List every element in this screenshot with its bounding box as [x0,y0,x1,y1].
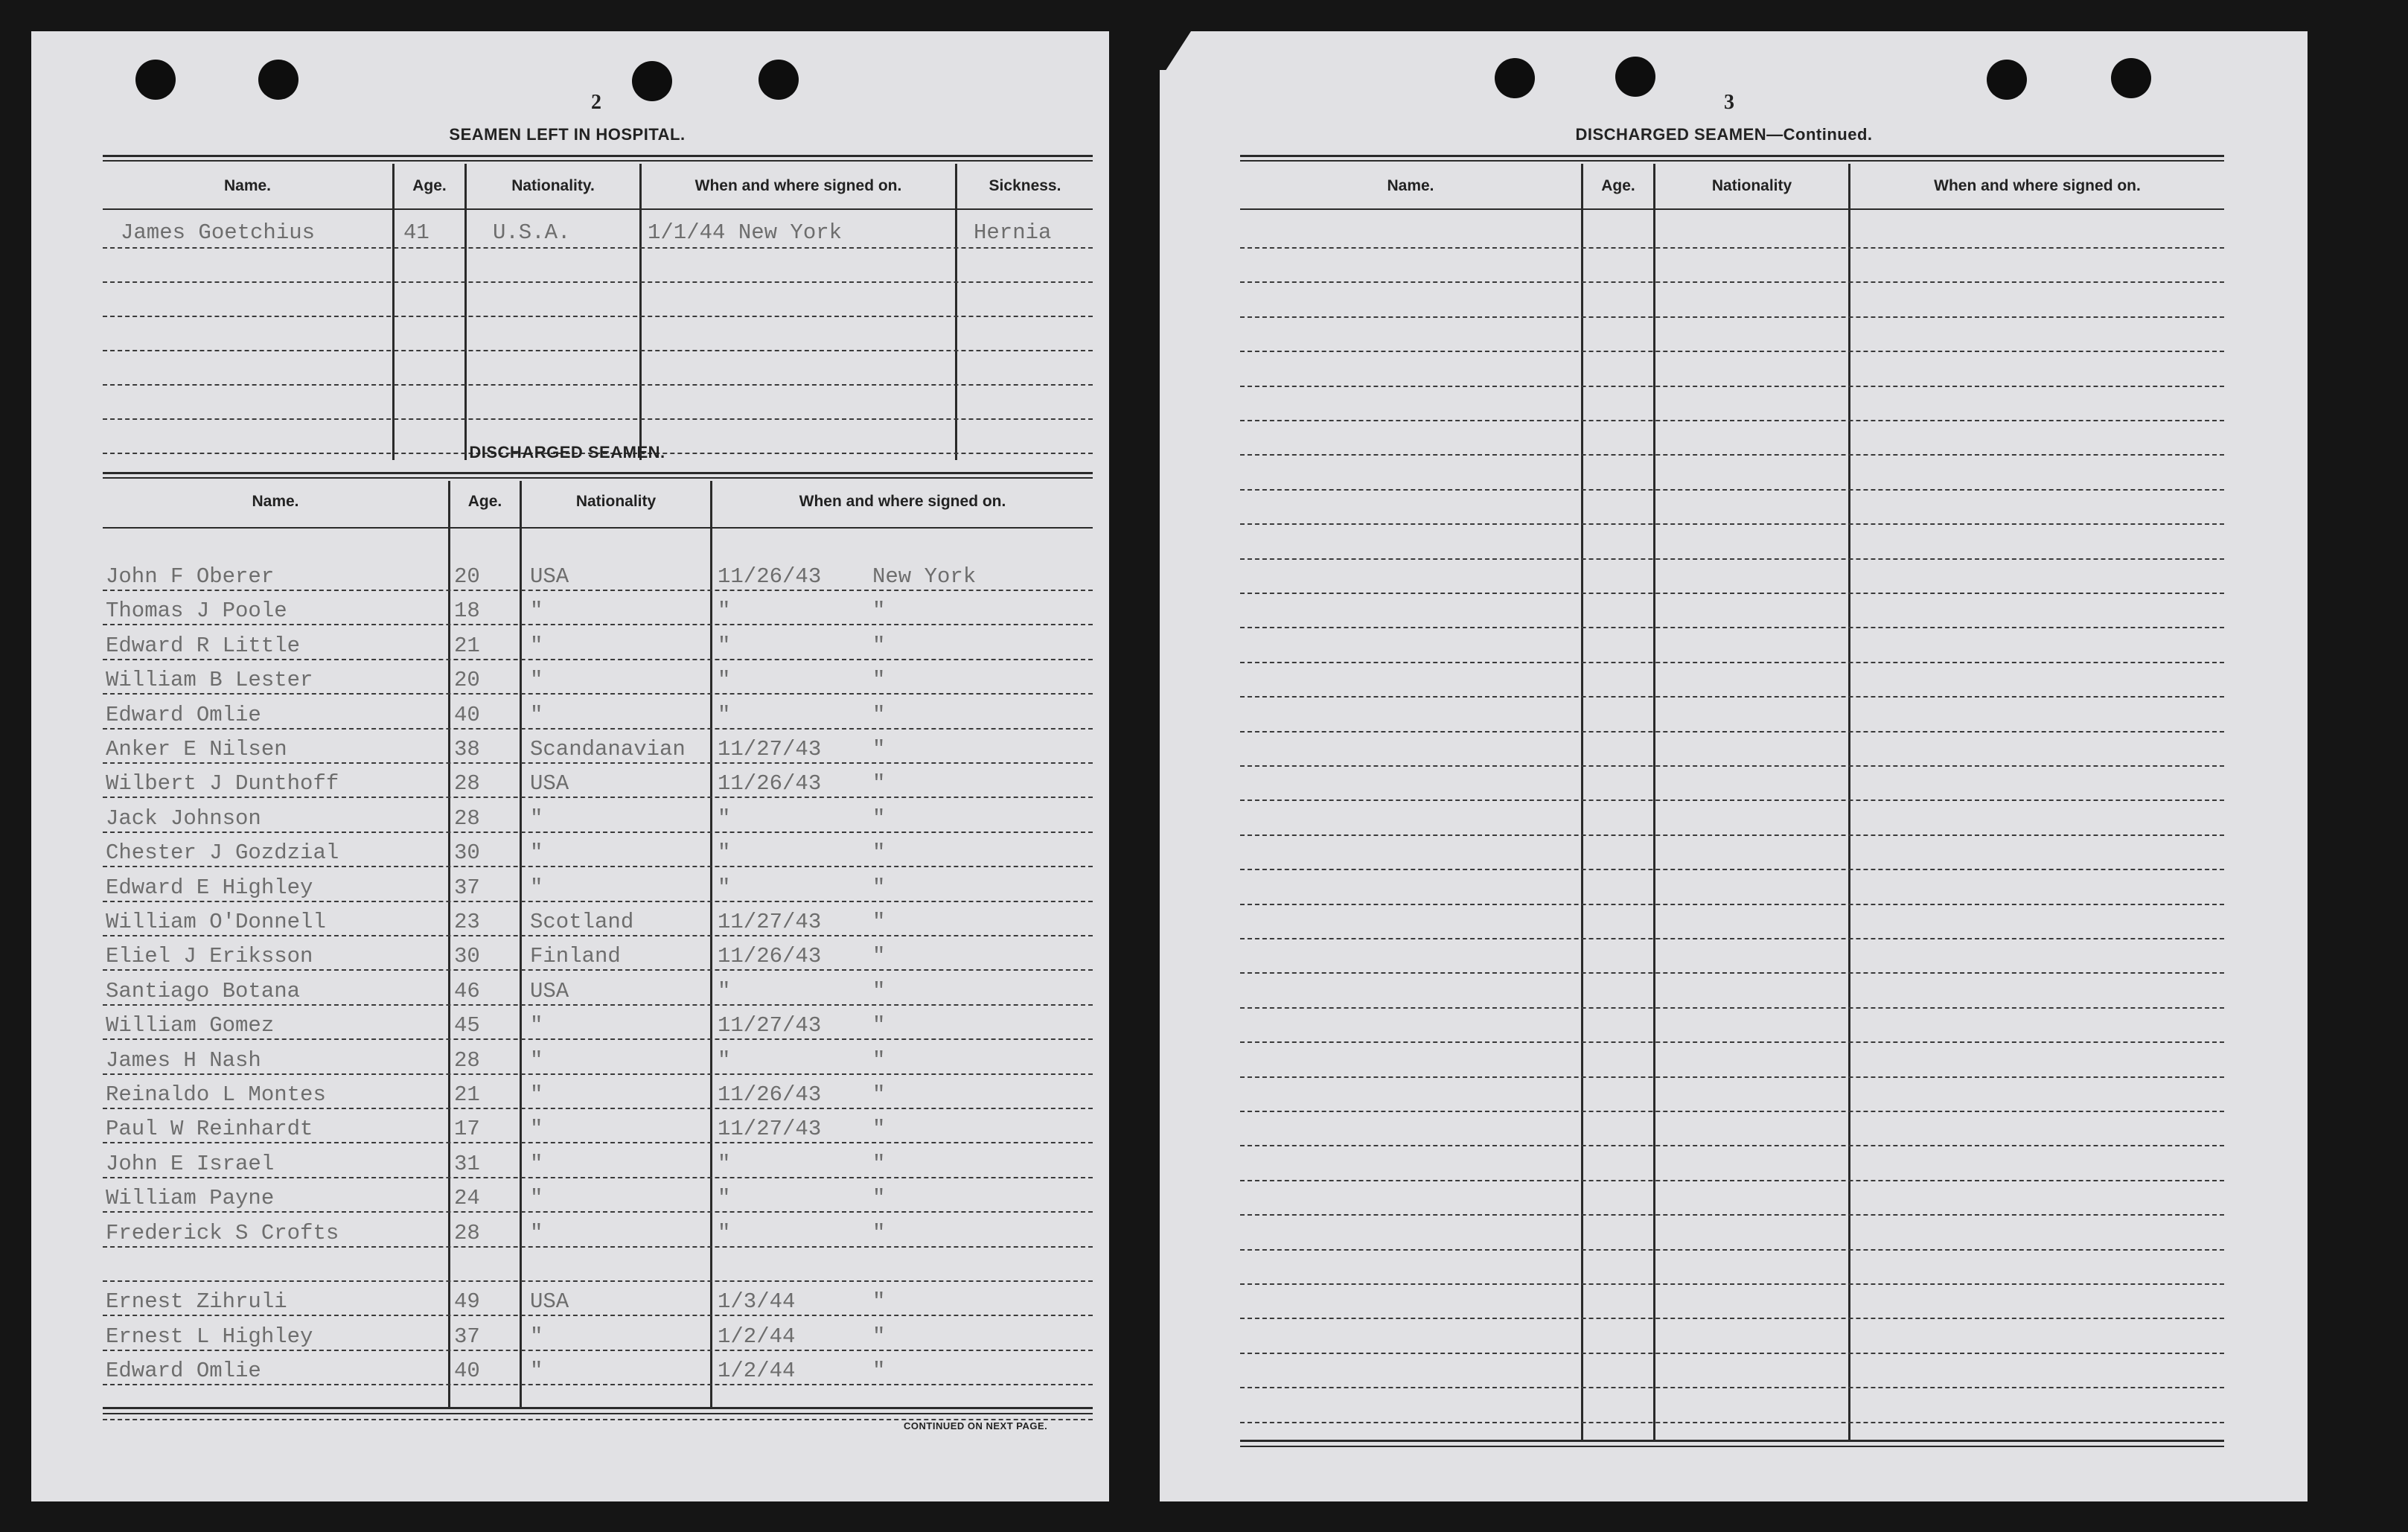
seaman-nationality: " [530,1324,543,1349]
binder-hole [1495,58,1535,98]
seaman-name: Chester J Gozdzial [106,840,339,866]
col-header-signed-on: When and where signed on. [799,493,1006,510]
row-line [1240,316,2224,318]
seaman-name: Santiago Botana [106,978,301,1003]
column-divider [392,164,395,460]
col-header-name: Name. [1387,177,1434,194]
seaman-name: Ernest Zihruli [106,1289,287,1315]
seaman-signed-place: " [872,1324,886,1349]
col-header-nationality: Nationality [575,493,657,510]
row-line [103,624,1093,625]
discharged-section-title: DISCHARGED SEAMEN. [469,443,665,462]
hospital-name: James Goetchius [121,220,316,245]
row-line [1240,938,2224,939]
row-line [103,1142,1093,1143]
rule [1240,1440,2224,1442]
seaman-age: 28 [454,805,480,831]
seaman-name: John F Oberer [106,564,275,589]
seaman-age: 20 [454,668,480,693]
row-line [103,1211,1093,1213]
row-line [1240,904,2224,905]
seaman-name: Thomas J Poole [106,599,287,624]
row-line [103,762,1093,764]
seaman-signed-date: " [718,875,731,900]
seaman-signed-place: " [872,633,886,658]
seaman-signed-place: " [872,702,886,727]
row-line [1240,972,2224,974]
row-line [1240,799,2224,801]
seaman-signed-place: " [872,1151,886,1176]
binder-hole [258,60,298,100]
seaman-age: 17 [454,1117,480,1142]
seaman-signed-place: " [872,771,886,797]
row-line [103,866,1093,867]
rule [103,1407,1093,1409]
row-line [103,969,1093,971]
col-header-name: Name. [223,177,272,194]
seaman-nationality: " [530,1151,543,1176]
col-header-nationality: Nationality [1711,177,1792,194]
seaman-name: Frederick S Crofts [106,1220,339,1245]
seaman-signed-date: 11/27/43 [718,1013,822,1038]
col-header-signed-on: When and where signed on. [694,177,902,194]
seaman-signed-place: " [872,668,886,693]
row-line [103,935,1093,936]
row-line [1240,1214,2224,1216]
seaman-nationality: USA [530,1289,569,1315]
seaman-nationality: USA [530,564,569,589]
row-line [103,1004,1093,1006]
seaman-age: 21 [454,1082,480,1107]
seaman-signed-place: " [872,1082,886,1107]
column-divider [639,164,642,460]
row-line [1240,696,2224,698]
seaman-age: 30 [454,944,480,969]
row-line [1240,1249,2224,1251]
seaman-name: John E Israel [106,1151,275,1176]
rule [1240,155,2224,157]
seaman-signed-place: " [872,599,886,624]
seaman-signed-date: 11/26/43 [718,944,822,969]
row-line [1240,489,2224,491]
rule [103,160,1093,162]
seaman-age: 28 [454,1047,480,1073]
row-line [1240,523,2224,525]
column-divider [710,481,712,1408]
seaman-signed-place: " [872,805,886,831]
row-line [1240,386,2224,387]
row-line [103,901,1093,902]
seaman-nationality: Finland [530,944,621,969]
discharged-continued-title: DISCHARGED SEAMEN—Continued. [1575,125,1873,144]
seaman-nationality: " [530,875,543,900]
row-line [103,693,1093,695]
seaman-nationality: " [530,1082,543,1107]
seaman-nationality: " [530,1220,543,1245]
seaman-name: Anker E Nilsen [106,737,287,762]
row-line [103,832,1093,833]
seaman-name: Edward R Little [106,633,301,658]
row-line [1240,454,2224,456]
seaman-age: 40 [454,702,480,727]
row-line [103,1315,1093,1316]
seaman-age: 20 [454,564,480,589]
left-page [31,31,1109,1501]
seaman-nationality: USA [530,771,569,797]
seaman-name: William Gomez [106,1013,275,1038]
row-line [1240,1041,2224,1043]
row-line [103,659,1093,660]
row-line [1240,1353,2224,1354]
row-line [103,384,1093,386]
seaman-name: Reinaldo L Montes [106,1082,326,1107]
hospital-nationality: U.S.A. [493,220,571,245]
seaman-age: 46 [454,978,480,1003]
column-divider [464,164,467,460]
row-line [103,1384,1093,1385]
seaman-signed-date: " [718,805,731,831]
row-line [103,1108,1093,1109]
right-page [1160,31,2308,1501]
seaman-name: Edward E Highley [106,875,313,900]
row-line [1240,834,2224,836]
hospital-section-title: SEAMEN LEFT IN HOSPITAL. [449,125,686,144]
seaman-signed-place: " [872,1359,886,1384]
seaman-signed-place: " [872,910,886,934]
seaman-signed-place: New York [872,564,977,589]
row-line [103,1177,1093,1178]
row-line [103,281,1093,283]
rule [103,527,1093,529]
row-line [1240,1111,2224,1112]
row-line [103,728,1093,730]
row-line [1240,420,2224,421]
row-line [103,797,1093,798]
col-header-age: Age. [467,493,502,510]
seaman-age: 37 [454,1324,480,1349]
seaman-name: Jack Johnson [106,805,261,831]
row-line [1240,1318,2224,1319]
seaman-nationality: " [530,599,543,624]
col-header-age: Age. [1601,177,1635,194]
seaman-signed-place: " [872,944,886,969]
seaman-age: 30 [454,840,480,866]
torn-corner [1160,31,1191,70]
seaman-age: 28 [454,1220,480,1245]
col-header-sickness: Sickness. [989,177,1061,194]
row-line [103,1073,1093,1075]
seaman-nationality: " [530,805,543,831]
seaman-age: 40 [454,1359,480,1384]
seaman-name: Ernest L Highley [106,1324,313,1349]
row-line [1240,765,2224,767]
row-line [1240,869,2224,870]
seaman-signed-date: " [718,840,731,866]
row-line [103,1350,1093,1351]
seaman-signed-place: " [872,1013,886,1038]
seaman-age: 24 [454,1186,480,1211]
seaman-signed-date: " [718,702,731,727]
seaman-signed-place: " [872,1186,886,1211]
seaman-signed-date: 11/27/43 [718,737,822,762]
rule [1240,160,2224,162]
seaman-signed-date: " [718,1186,731,1211]
seaman-nationality: " [530,1359,543,1384]
row-line [1240,593,2224,594]
seaman-age: 37 [454,875,480,900]
seaman-signed-date: " [718,668,731,693]
seaman-signed-place: " [872,1220,886,1245]
column-divider [448,481,450,1408]
seaman-nationality: " [530,840,543,866]
seaman-name: Eliel J Eriksson [106,944,313,969]
seaman-signed-date: " [718,1047,731,1073]
seaman-signed-date: 11/26/43 [718,1082,822,1107]
seaman-name: William B Lester [106,668,313,693]
row-line [1240,558,2224,560]
page-number: 3 [1724,91,1734,114]
seaman-signed-date: " [718,599,731,624]
binder-hole [135,60,176,100]
seaman-name: Edward Omlie [106,702,261,727]
col-header-name: Name. [252,493,299,510]
seaman-signed-date: " [718,978,731,1003]
seaman-signed-date: 11/26/43 [718,564,822,589]
row-line [103,1280,1093,1282]
seaman-age: 18 [454,599,480,624]
binder-hole [632,61,672,101]
page-number: 2 [591,91,601,114]
seaman-signed-place: " [872,1047,886,1073]
row-line [1240,281,2224,283]
row-line [103,1038,1093,1040]
seaman-name: William O'Donnell [106,910,326,934]
seaman-signed-date: " [718,1220,731,1245]
col-header-age: Age. [412,177,447,194]
seaman-nationality: Scandanavian [530,737,686,762]
seaman-nationality: " [530,1117,543,1142]
hospital-sickness: Hernia [974,220,1052,245]
row-line [103,590,1093,591]
seaman-nationality: " [530,702,543,727]
row-line [1240,1387,2224,1388]
row-line [1240,247,2224,249]
row-line [1240,1076,2224,1078]
rule [103,1413,1093,1414]
seaman-signed-date: 11/27/43 [718,1117,822,1142]
seaman-nationality: " [530,633,543,658]
column-divider [955,164,957,460]
seaman-age: 23 [454,910,480,934]
seaman-signed-place: " [872,1117,886,1142]
seaman-signed-place: " [872,840,886,866]
seaman-nationality: " [530,1047,543,1073]
seaman-name: Wilbert J Dunthoff [106,771,339,797]
row-line [1240,1145,2224,1146]
hospital-signed-on: 1/1/44 New York [648,220,843,245]
binder-hole [2111,58,2151,98]
seaman-nationality: " [530,668,543,693]
row-line [1240,731,2224,733]
binder-hole [1987,60,2027,100]
seaman-signed-date: " [718,633,731,658]
row-line [1240,1283,2224,1285]
rule [103,208,1093,210]
seaman-nationality: Scotland [530,910,634,934]
row-line [103,350,1093,351]
seaman-signed-place: " [872,875,886,900]
seaman-signed-place: " [872,737,886,762]
seaman-signed-date: " [718,1151,731,1176]
seaman-age: 38 [454,737,480,762]
row-line [103,316,1093,317]
seaman-signed-date: 1/2/44 [718,1359,796,1384]
binder-hole [1615,57,1655,97]
seaman-signed-date: 1/2/44 [718,1324,796,1349]
seaman-signed-date: 11/27/43 [718,910,822,934]
rule [1240,208,2224,210]
row-line [103,418,1093,420]
continued-note: CONTINUED ON NEXT PAGE. [904,1420,1048,1432]
row-line [1240,1007,2224,1009]
seaman-nationality: " [530,1186,543,1211]
seaman-age: 21 [454,633,480,658]
seaman-name: James H Nash [106,1047,261,1073]
rule [103,472,1093,474]
seaman-age: 28 [454,771,480,797]
row-line [1240,1422,2224,1423]
binder-hole [759,60,799,100]
seaman-nationality: " [530,1013,543,1038]
row-line [103,1246,1093,1248]
seaman-signed-place: " [872,978,886,1003]
seaman-signed-date: 11/26/43 [718,771,822,797]
seaman-name: William Payne [106,1186,275,1211]
seaman-age: 45 [454,1013,480,1038]
col-header-nationality: Nationality. [511,177,595,194]
seaman-name: Edward Omlie [106,1359,261,1384]
row-line [1240,662,2224,663]
rule [103,477,1093,479]
seaman-name: Paul W Reinhardt [106,1117,313,1142]
column-divider [520,481,522,1408]
row-line [1240,351,2224,352]
row-line [1240,1180,2224,1181]
seaman-age: 31 [454,1151,480,1176]
seaman-signed-place: " [872,1289,886,1315]
row-line [1240,627,2224,628]
row-line [103,247,1093,249]
rule [1240,1446,2224,1447]
rule [103,155,1093,157]
seaman-age: 49 [454,1289,480,1315]
seaman-signed-date: 1/3/44 [718,1289,796,1315]
hospital-age: 41 [403,220,429,245]
seaman-nationality: USA [530,978,569,1003]
col-header-signed-on: When and where signed on. [1934,177,2141,194]
